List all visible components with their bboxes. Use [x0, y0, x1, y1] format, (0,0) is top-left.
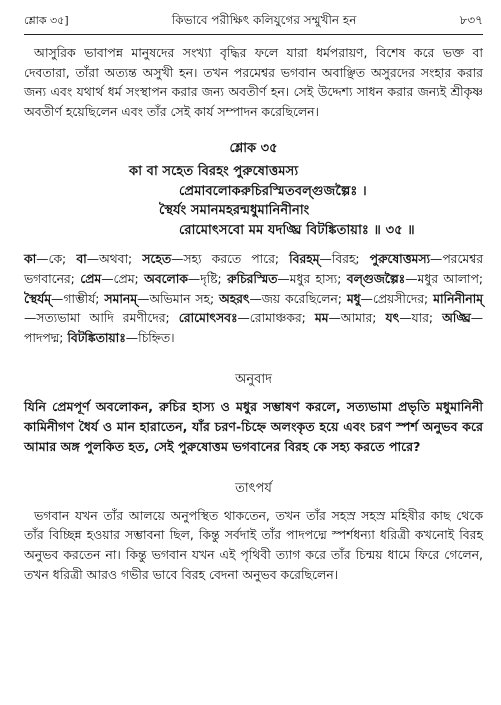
synonym-meaning: —পাদপদ্ম; — [24, 311, 483, 345]
synonym-meaning: —প্রেয়সীদের; — [360, 291, 434, 306]
synonym-word: বিরহম্ — [289, 252, 320, 267]
header-rule — [24, 34, 483, 35]
synonym-word: অঙ্ঘ্রি — [442, 311, 471, 326]
synonym-meaning: —আমার; — [328, 311, 386, 326]
synonym-word: বা — [76, 252, 87, 267]
synonym-word: স্থৈর্যম্ — [24, 291, 52, 306]
synonym-meaning: —বিরহ; — [319, 252, 370, 267]
word-for-word-synonyms — [24, 250, 483, 348]
synonym-word: মানিনীনাম্ — [433, 291, 483, 306]
synonym-meaning: —মধুর হাস্য; — [277, 271, 347, 286]
sloka-heading: শ্লোক ৩৫ — [229, 141, 278, 157]
synonym-meaning: —যার; — [399, 311, 443, 326]
synonym-word: কা — [24, 252, 37, 267]
synonym-meaning: —গাম্ভীর্য; — [51, 291, 105, 306]
intro-paragraph: আসুরিক ভাবাপন্ন মানুষদের সংখ্যা বৃদ্ধির ফলে যারা ধর্মপরায়ণ, বিশেষ করে ভক্ত বা দেবতারা, তাঁরা অত্যন্ত অসুখী হন। তখন পরমেশ্বর ভগবান অবাঞ্ছিত অসুরদের সংহার করার জন্য এবং যথার্থ ধর্ম সংস্থাপন করার জন্য অবতীর্ণ হন। সেই উদ্দেশ্য সাধন করার জন্যই শ্রীকৃষ্ণ অবতীর্ণ হয়েছিলেন এবং তাঁর সেই কার্য সম্পাদন করেছিলেন। — [24, 45, 483, 119]
synonym-meaning: —রোমাঞ্চকর; — [237, 311, 315, 326]
synonym-meaning: —অভিমান সহ; — [137, 291, 220, 306]
synonym-meaning: —চিহ্নিত। — [125, 330, 175, 345]
synonym-meaning: —মধুর আলাপ; — [405, 271, 483, 286]
verse-line-4: রোমোৎসবো মম যদঙ্ঘ্রি বিটঙ্কিতায়াঃ ॥ ৩৫ ॥ — [179, 222, 415, 238]
synonym-word: বিটঙ্কিতায়াঃ — [67, 330, 126, 345]
synonym-word: সহেত — [142, 252, 172, 267]
synonym-meaning: —প্রেম; — [101, 271, 145, 286]
synonym-word: বল্গুজল্পৈঃ — [346, 271, 406, 286]
verse-line-3: স্থৈর্যং সমানমহরন্মধুমানিনীনাং — [159, 203, 310, 219]
translation-title: অনুবাদ — [235, 372, 272, 388]
sanskrit-verse — [24, 162, 483, 240]
synonym-word: পুরুষোত্তমস্য — [369, 252, 431, 267]
synonym-meaning: —অথবা; — [86, 252, 143, 267]
synonym-word: মধু — [346, 291, 361, 306]
purport-paragraph: ভগবান যখন তাঁর আলয়ে অনুপস্থিত থাকতেন, তখন তাঁর সহস্র সহস্র মহিষীর কাছ থেকে তাঁর বিচ্ছিন্ন হওয়ার সম্ভাবনা ছিল, কিন্তু সর্বদাই তাঁর পাদপদ্মে স্পর্শধন্যা ধরিত্রী কখনোই বিরহ অনুভব করতেন না। কিন্তু ভগবান যখন এই পৃথিবী ত্যাগ করে তাঁর চিন্ময় ধামে ফিরে গেলেন, তখন ধরিত্রী আরও গভীর ভাবে বিরহ বেদনা অনুভব করেছিলেন। — [24, 507, 483, 582]
synonym-word: রুচিরস্মিত — [227, 271, 278, 286]
verse-line-1: কা বা সহেত বিরহং পুরুষোত্তমস্য — [129, 164, 299, 180]
verse-line-2: প্রেমাবলোকরুচিরস্মিতবল্গুজল্পৈঃ । — [179, 183, 367, 199]
synonym-word: যৎ — [385, 311, 400, 326]
synonym-word: রোমোৎসবঃ — [178, 311, 238, 326]
synonym-meaning: —পরমেশ্বর ভগবানের; — [24, 252, 483, 286]
synonym-word: মম — [314, 311, 329, 326]
synonym-word: সমানম্ — [104, 291, 138, 306]
header-chapter-title: কিভাবে পরীক্ষিৎ কলিযুগের সম্মুখীন হন — [171, 13, 357, 27]
synonym-meaning: —দৃষ্টি; — [187, 271, 228, 286]
synonym-word: প্রেম — [80, 271, 102, 286]
purport-title: তাৎপর্য — [235, 480, 272, 496]
header-verse-ref: শ্লোক ৩৫] — [24, 14, 69, 27]
translation-paragraph: যিনি প্রেমপূর্ণ অবলোকন, রুচির হাস্য ও মধুর সম্ভাষণ করলে, সত্যভামা প্রভৃতি মধুমানিনী কামিনীগণ ধৈর্য ও মান হারাতেন, যাঁর চরণ-চিহ্নে অলংকৃত হয়ে এবং চরণ স্পর্শ অনুভব করে আমার অঙ্গ পুলকিত হত, সেই পুরুষোত্তম ভগবানের বিরহ কে সহ্য করতে পারে? — [24, 399, 483, 454]
page-number: ৮৩৭ — [459, 13, 483, 27]
synonym-meaning: —কে; — [36, 252, 77, 267]
synonym-word: অবলোক — [144, 271, 188, 286]
running-header — [24, 12, 483, 30]
synonym-meaning: —জয় করেছিলেন; — [249, 291, 347, 306]
synonym-meaning: —সত্যভামা আদি রমণীদের; — [24, 311, 179, 326]
synonym-meaning: —সহ্য করতে পারে; — [171, 252, 290, 267]
synonym-word: অহরৎ — [219, 291, 250, 306]
